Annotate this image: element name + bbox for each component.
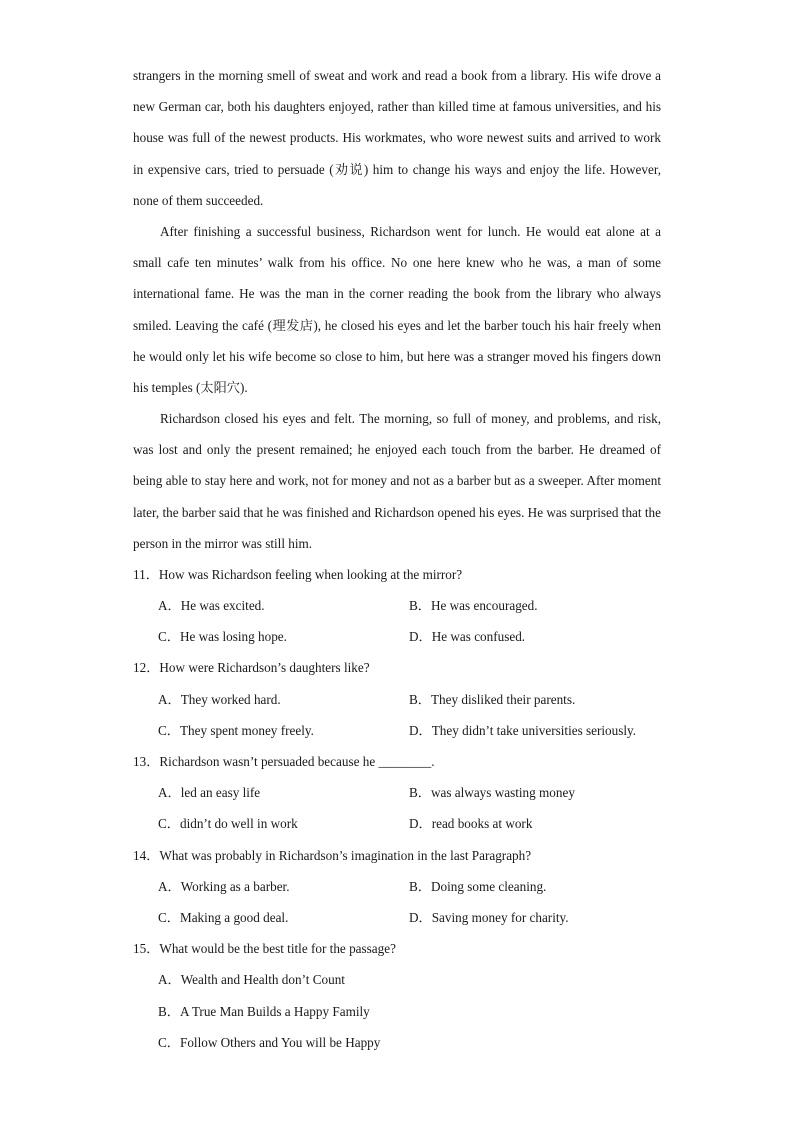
question-stem: 13．Richardson wasn’t persuaded because he ________. (133, 754, 435, 769)
passage-paragraph-1: strangers in the morning smell of sweat and work and read a book from a library. His wife drove a new German car, both his daughters enjoyed, rather than killed time at famous universities, and his house was full of the newest products. His workmates, who wore newest suits and arrived to work in expensive cars, tried to persuade (劝说) him to change his ways and enjoy the life. However, none of them succeeded. (133, 68, 661, 208)
option-d[interactable]: D．read books at work (409, 816, 533, 831)
option-a[interactable]: A．Working as a barber. (158, 879, 290, 894)
option-d[interactable]: D．He was confused. (409, 629, 526, 644)
question-stem: 12．How were Richardson’s daughters like? (133, 660, 370, 675)
option-b[interactable]: B．Doing some cleaning. (409, 879, 547, 894)
option-b[interactable]: B．He was encouraged. (409, 598, 538, 613)
option-c[interactable]: C．didn’t do well in work (158, 816, 298, 831)
passage-paragraph-2: After finishing a successful business, Richardson went for lunch. He would eat alone at a small cafe ten minutes’ walk from his office. No one here knew who he was, a man of some international fame. He was the man in the corner reading the book from the library who always smiled. Leaving the café (理发店), he closed his eyes and let the barber touch his hair freely when he would only let his wife become so close to him, but here was a stranger moved his fingers down his temples (太阳穴). (133, 224, 661, 396)
option-c[interactable]: C．Follow Others and You will be Happy (158, 1035, 381, 1050)
option-b[interactable]: B．A True Man Builds a Happy Family (158, 1004, 370, 1019)
option-a[interactable]: A．They worked hard. (158, 692, 281, 707)
question-stem: 11．How was Richardson feeling when looking at the mirror? (133, 567, 463, 582)
option-d[interactable]: D．They didn’t take universities seriously. (409, 723, 637, 738)
option-a[interactable]: A．He was excited. (158, 598, 265, 613)
question-stem: 15．What would be the best title for the passage? (133, 941, 396, 956)
option-c[interactable]: C．Making a good deal. (158, 910, 289, 925)
option-a[interactable]: A．Wealth and Health don’t Count (158, 972, 345, 987)
option-c[interactable]: C．He was losing hope. (158, 629, 287, 644)
option-a[interactable]: A．led an easy life (158, 785, 261, 800)
option-b[interactable]: B．was always wasting money (409, 785, 575, 800)
option-b[interactable]: B．They disliked their parents. (409, 692, 576, 707)
question-stem: 14．What was probably in Richardson’s imagination in the last Paragraph? (133, 848, 532, 863)
option-c[interactable]: C．They spent money freely. (158, 723, 314, 738)
option-d[interactable]: D．Saving money for charity. (409, 910, 569, 925)
passage-paragraph-3: Richardson closed his eyes and felt. The morning, so full of money, and problems, and risk, was lost and only the present remained; he enjoyed each touch from the barber. He dreamed of being able to stay here and work, not for money and not as a barber but as a sweeper. After moment later, the barber said that he was finished and Richardson opened his eyes. He was surprised that the person in the mirror was still him. (133, 411, 661, 551)
